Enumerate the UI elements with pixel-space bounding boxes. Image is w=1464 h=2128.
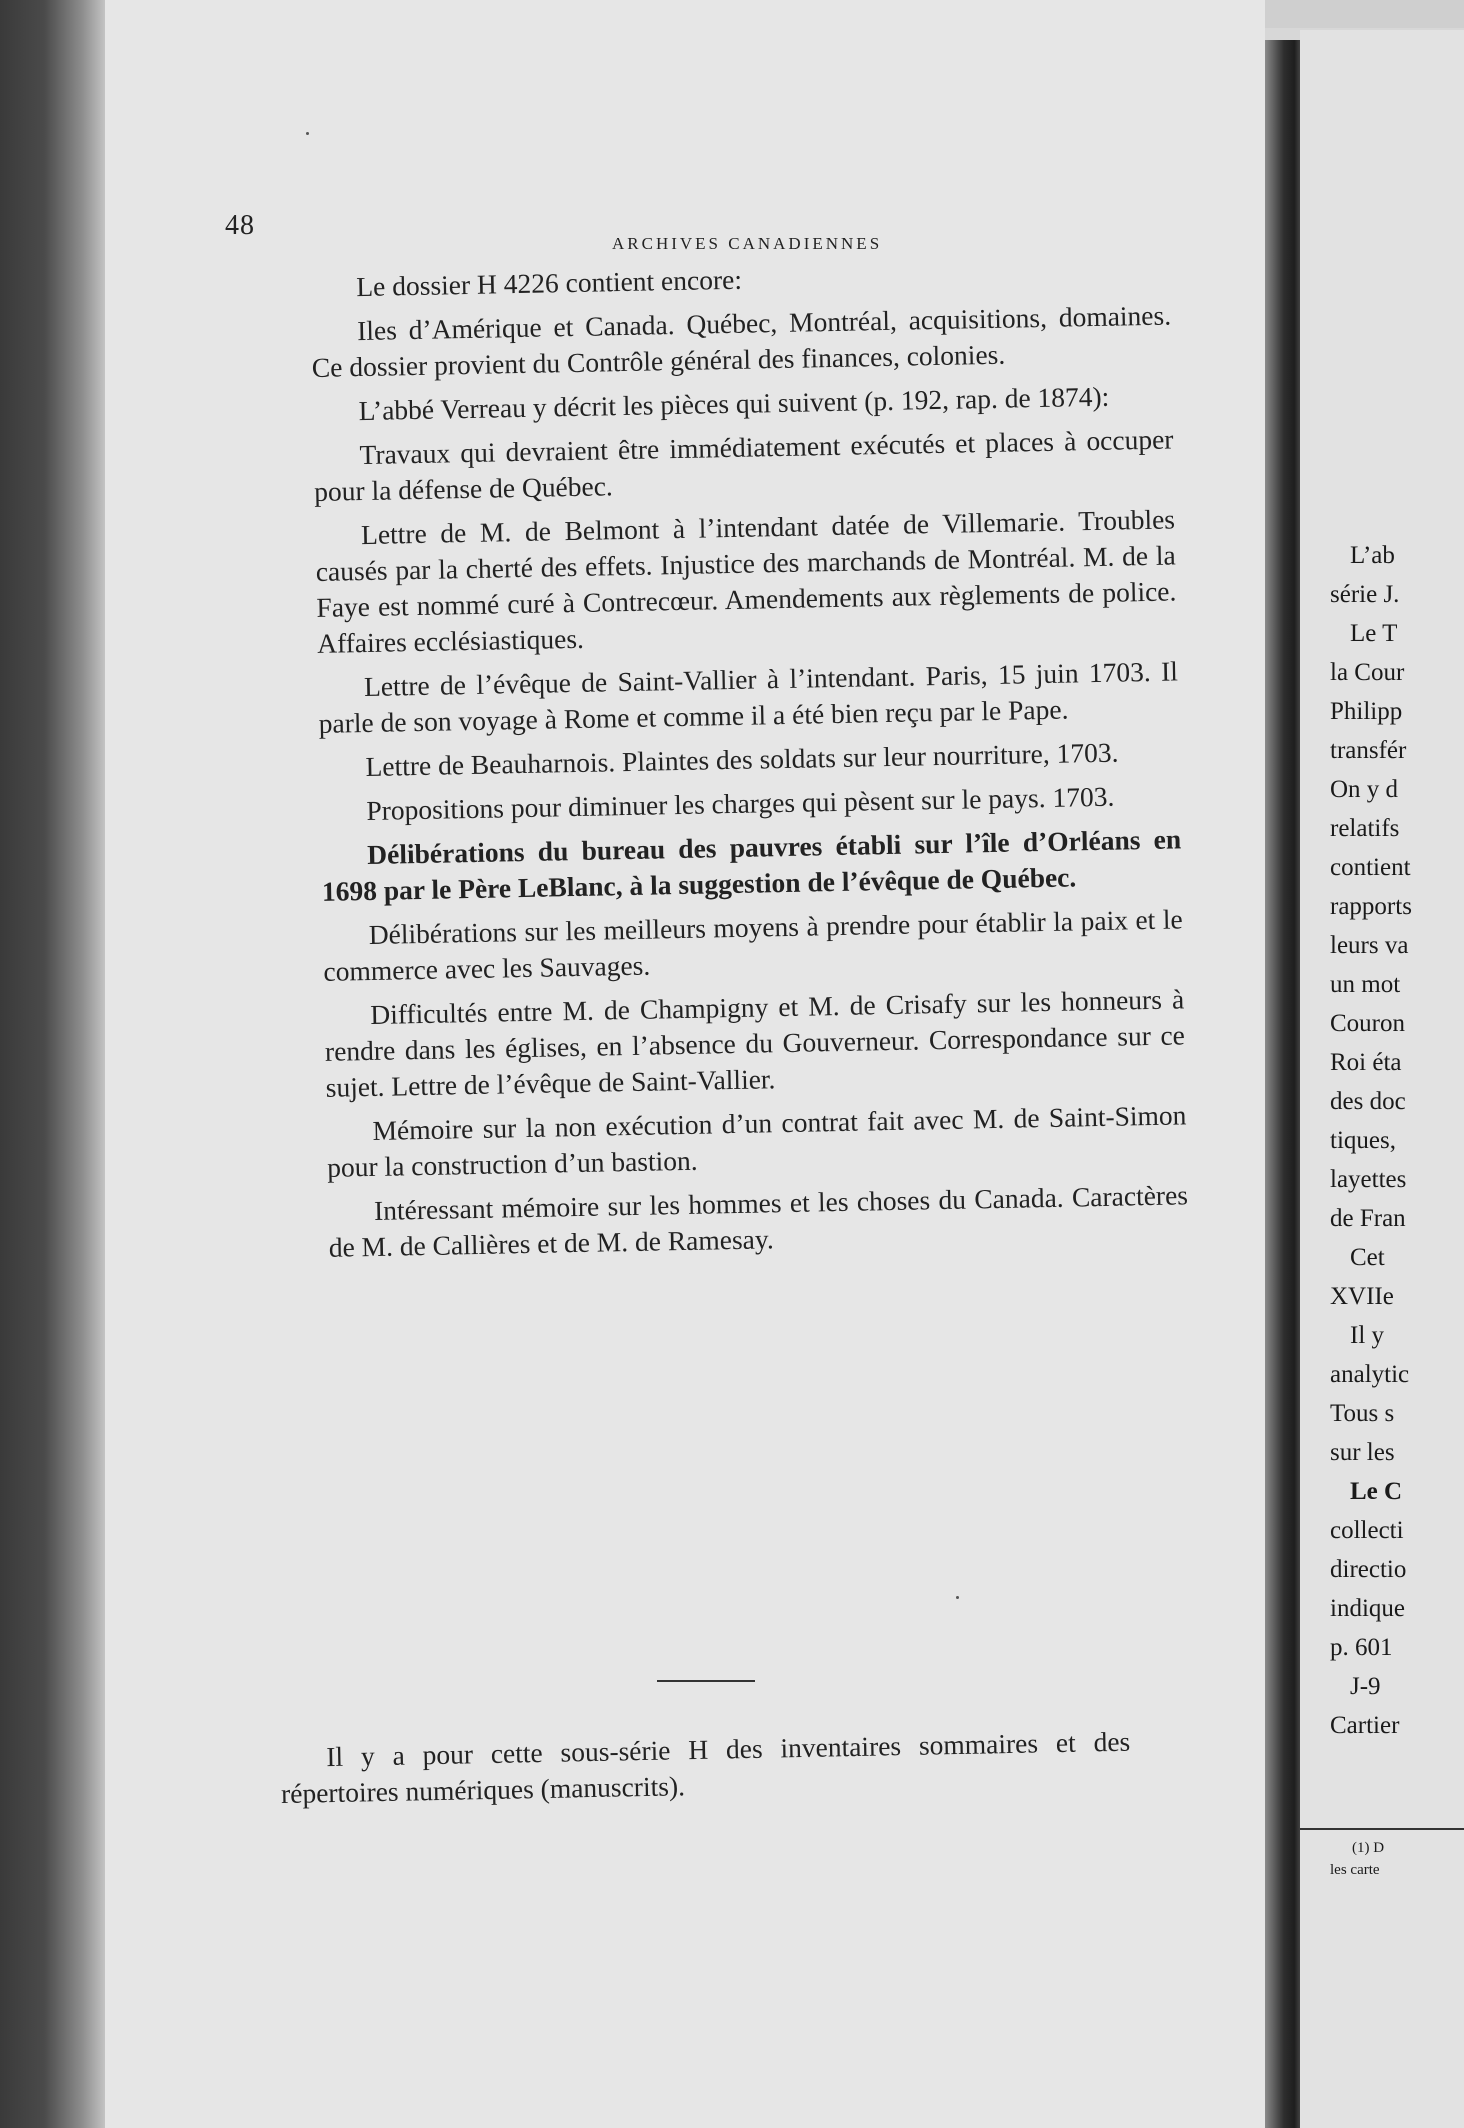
right-page-footnote-line: les carte [1330,1862,1380,1878]
right-page-line: Tous s [1330,1400,1395,1427]
right-page-line: indique [1330,1595,1405,1622]
right-page-line: de Fran [1330,1205,1406,1232]
right-page-footnote-line: (1) D [1352,1840,1385,1856]
right-page-line: directio [1330,1556,1407,1583]
right-page-line: un mot [1330,971,1401,998]
right-page-line: rapports [1330,893,1412,920]
right-page-line: transfér [1330,737,1407,764]
right-page-line: L’ab [1350,542,1395,569]
paragraph: Lettre de M. de Belmont à l’intendant datée de Villemarie. Troubles causés par la cherté des effets. Injustice des marchands de Montréal. M. de la Faye est nommé curé à Contrecœur. Amendements aux règlements de police. Affaires ecclésiastiques. [315,503,1177,659]
right-page [1300,30,1464,2128]
right-page-line: Philipp [1330,698,1403,725]
paragraph: Intéressant mémoire sur les hommes et les choses du Canada. Caractères de M. de Callières et de M. de Ramesay. [328,1179,1189,1263]
right-page-line: Cet [1350,1244,1385,1271]
paragraph: Iles d’Amérique et Canada. Québec, Montréal, acquisitions, domaines. Ce dossier provient du Contrôle général des finances, colonies. [311,299,1172,383]
right-page-line: sur les [1330,1439,1395,1466]
right-page-line: collecti [1330,1517,1404,1544]
right-page-line: Roi éta [1330,1049,1402,1076]
right-page-line: layettes [1330,1166,1407,1193]
paragraph: Délibérations du bureau des pauvres établi sur l’île d’Orléans en 1698 par le Père LeBlanc, à la suggestion de l’évêque de Québec. [321,823,1182,907]
paragraph: Lettre de Beauharnois. Plaintes des soldats sur leur nourriture, 1703. [365,736,1119,783]
right-page-line: XVIIe [1330,1283,1394,1310]
right-page-line: des doc [1330,1088,1406,1115]
closing-paragraph: Il y a pour cette sous-série H des inventaires sommaires et des répertoires numériques (manuscrits). [280,1725,1131,1809]
section-divider-rule [657,1680,755,1682]
right-page-line: série J. [1330,581,1400,608]
right-page-line: leurs va [1330,932,1409,959]
running-head: ARCHIVES CANADIENNES [612,234,883,253]
right-page-line: J-9 [1350,1673,1381,1700]
right-page-line: Le T [1350,620,1398,647]
right-page-line: la Cour [1330,659,1405,686]
right-page-line: tiques, [1330,1127,1396,1154]
right-page-line: Il y [1350,1322,1385,1349]
scan-speck [306,132,309,135]
book-binding-left [0,0,110,2128]
right-page-line: Couron [1330,1010,1405,1037]
paragraph: Le dossier H 4226 contient encore: [356,263,743,303]
paragraph: Propositions pour diminuer les charges qui pèsent sur le pays. 1703. [366,780,1115,827]
paragraph: Lettre de l’évêque de Saint-Vallier à l’intendant. Paris, 15 juin 1703. Il parle de son voyage à Rome et comme il a été bien reçu par le Pape. [318,655,1179,739]
paragraph: Difficultés entre M. de Champigny et M. de Crisafy sur les honneurs à rendre dans les églises, en l’absence du Gouverneur. Correspondance sur ce sujet. Lettre de l’évêque de Saint-Vallier. [324,983,1186,1103]
right-page-line: p. 601 [1330,1634,1393,1661]
paragraph: Délibérations sur les meilleurs moyens à prendre pour établir la paix et le commerce avec les Sauvages. [323,903,1183,987]
paragraph: Mémoire sur la non exécution d’un contrat fait avec M. de Saint-Simon pour la construction d’un bastion. [326,1099,1187,1183]
right-page-line: Le C [1350,1478,1403,1505]
main-text-block [310,253,1189,1273]
right-page-line: contient [1330,854,1411,881]
paragraph: L’abbé Verreau y décrit les pièces qui suivent (p. 192, rap. de 1874): [358,380,1110,427]
paragraph: Travaux qui devraient être immédiatement exécutés et places à occuper pour la défense de Québec. [313,423,1174,507]
page-number: 48 [225,210,255,241]
right-page-footnote-rule [1300,1828,1464,1830]
right-page-line: relatifs [1330,815,1400,842]
right-page-line: Cartier [1330,1712,1400,1739]
right-page-line: On y d [1330,776,1399,803]
scan-speck [956,1596,959,1599]
right-page-line: analytic [1330,1361,1410,1388]
